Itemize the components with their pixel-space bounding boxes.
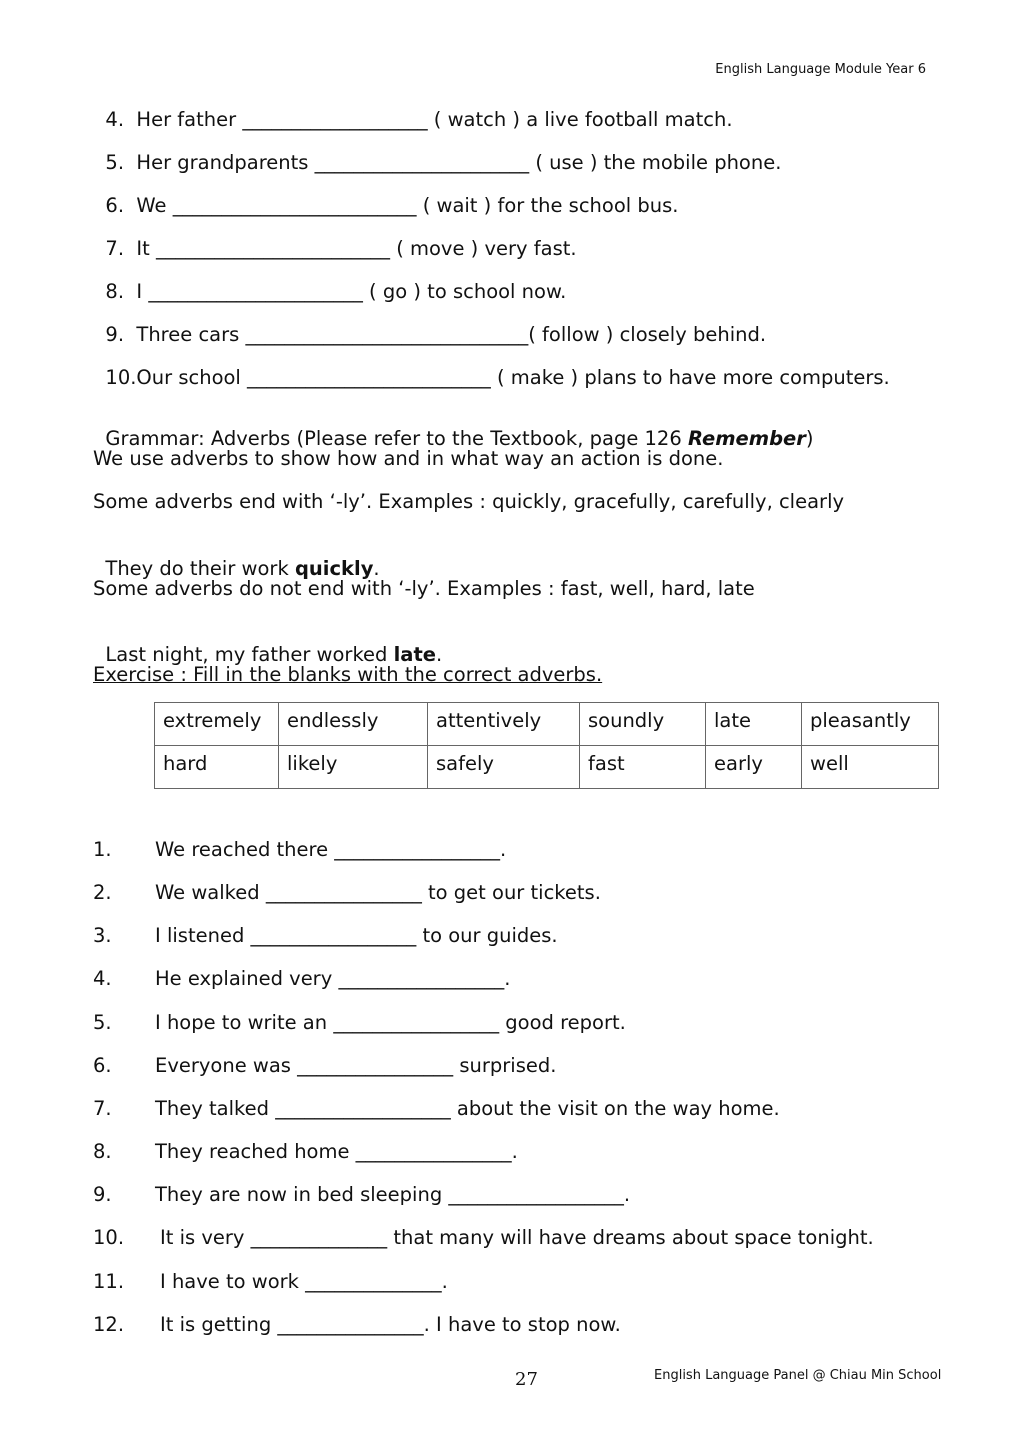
item-text: Everyone was ________________ surprised. bbox=[155, 1054, 557, 1077]
item-number: 4. bbox=[105, 108, 125, 131]
tense-item bbox=[93, 343, 890, 389]
grammar-example bbox=[93, 534, 380, 580]
tense-item bbox=[93, 214, 577, 260]
grammar-line: We use adverbs to show how and in what way an action is done. bbox=[93, 447, 724, 470]
table-cell: extremely bbox=[155, 703, 279, 746]
item-text: I have to work ______________. bbox=[160, 1270, 448, 1293]
example-punct: . bbox=[373, 557, 380, 580]
exercise-item bbox=[93, 881, 601, 904]
table-cell: fast bbox=[580, 746, 706, 789]
exercise-item bbox=[93, 1011, 626, 1034]
table-cell: attentively bbox=[428, 703, 580, 746]
grammar-title-text: Grammar: Adverbs (Please refer to the Textbook, page 126 bbox=[105, 427, 688, 450]
item-number: 8. bbox=[105, 280, 125, 303]
item-number: 6. bbox=[105, 194, 125, 217]
exercise-item bbox=[93, 1140, 518, 1163]
word-bank-table bbox=[154, 702, 939, 789]
item-text: They talked __________________ about the visit on the way home. bbox=[155, 1097, 780, 1120]
item-text: Three cars _____________________________( follow ) closely behind. bbox=[136, 323, 767, 346]
item-text: We reached there _________________. bbox=[155, 838, 507, 861]
grammar-line: Some adverbs do not end with ‘-ly’. Examples : fast, well, hard, late bbox=[93, 577, 755, 600]
grammar-title-emphasis: Remember bbox=[687, 427, 806, 450]
item-text: He explained very _________________. bbox=[155, 967, 511, 990]
item-number: 8. bbox=[93, 1140, 112, 1163]
table-cell: likely bbox=[279, 746, 428, 789]
item-number: 10. bbox=[93, 1226, 125, 1249]
exercise-title: Exercise : Fill in the blanks with the correct adverbs. bbox=[93, 663, 603, 686]
table-row bbox=[155, 746, 939, 789]
grammar-line: Some adverbs end with ‘-ly’. Examples : quickly, gracefully, carefully, clearly bbox=[93, 490, 845, 513]
exercise-item bbox=[93, 1313, 621, 1336]
exercise-item bbox=[93, 1226, 874, 1249]
exercise-item bbox=[93, 838, 506, 861]
example-punct: . bbox=[436, 643, 443, 666]
table-row bbox=[155, 703, 939, 746]
example-text: Last night, my father worked bbox=[105, 643, 394, 666]
item-number: 2. bbox=[93, 881, 112, 904]
item-text: It is getting _______________. I have to stop now. bbox=[160, 1313, 621, 1336]
tense-item bbox=[93, 128, 781, 174]
table-cell: soundly bbox=[580, 703, 706, 746]
item-text: They reached home ________________. bbox=[155, 1140, 518, 1163]
exercise-item bbox=[93, 1054, 556, 1077]
grammar-title bbox=[93, 404, 814, 450]
example-adverb: late bbox=[393, 643, 437, 666]
exercise-item bbox=[93, 1097, 780, 1120]
tense-item bbox=[93, 257, 566, 303]
grammar-title-suffix: ) bbox=[805, 427, 814, 450]
item-text: Her grandparents ______________________ ( use ) the mobile phone. bbox=[136, 151, 782, 174]
item-number: 9. bbox=[93, 1183, 112, 1206]
page-footer: English Language Panel @ Chiau Min School bbox=[654, 1368, 942, 1383]
table-cell: safely bbox=[428, 746, 580, 789]
table-cell: late bbox=[706, 703, 802, 746]
table-cell: pleasantly bbox=[802, 703, 939, 746]
item-number: 11. bbox=[93, 1270, 125, 1293]
table-cell: hard bbox=[155, 746, 279, 789]
item-text: It ________________________ ( move ) very fast. bbox=[136, 237, 577, 260]
page-number: 27 bbox=[515, 1369, 538, 1390]
item-text: I listened _________________ to our guides. bbox=[155, 924, 558, 947]
item-text: I hope to write an _________________ good report. bbox=[155, 1011, 626, 1034]
item-number: 12. bbox=[93, 1313, 125, 1336]
item-text: Our school _________________________ ( make ) plans to have more computers. bbox=[136, 366, 890, 389]
grammar-example bbox=[93, 620, 442, 666]
item-text: Her father ___________________ ( watch ) a live football match. bbox=[136, 108, 733, 131]
table-cell: well bbox=[802, 746, 939, 789]
exercise-item bbox=[93, 1183, 630, 1206]
item-number: 10. bbox=[105, 366, 137, 389]
tense-item bbox=[93, 300, 766, 346]
tense-item bbox=[93, 85, 733, 131]
item-number: 9. bbox=[105, 323, 125, 346]
item-number: 3. bbox=[93, 924, 112, 947]
item-number: 7. bbox=[105, 237, 125, 260]
example-adverb: quickly bbox=[294, 557, 374, 580]
exercise-item bbox=[93, 1270, 448, 1293]
item-text: We _________________________ ( wait ) for the school bus. bbox=[136, 194, 679, 217]
table-cell: endlessly bbox=[279, 703, 428, 746]
item-text: It is very ______________ that many will have dreams about space tonight. bbox=[160, 1226, 874, 1249]
item-number: 5. bbox=[105, 151, 125, 174]
page-header: English Language Module Year 6 bbox=[715, 62, 926, 77]
exercise-item bbox=[93, 924, 558, 947]
item-text: They are now in bed sleeping __________________. bbox=[155, 1183, 631, 1206]
exercise-item bbox=[93, 967, 510, 990]
table-cell: early bbox=[706, 746, 802, 789]
example-text: They do their work bbox=[105, 557, 295, 580]
item-number: 6. bbox=[93, 1054, 112, 1077]
item-number: 7. bbox=[93, 1097, 112, 1120]
tense-item bbox=[93, 171, 678, 217]
item-number: 5. bbox=[93, 1011, 112, 1034]
item-text: I ______________________ ( go ) to school now. bbox=[136, 280, 567, 303]
item-number: 4. bbox=[93, 967, 112, 990]
item-text: We walked ________________ to get our tickets. bbox=[155, 881, 601, 904]
item-number: 1. bbox=[93, 838, 112, 861]
